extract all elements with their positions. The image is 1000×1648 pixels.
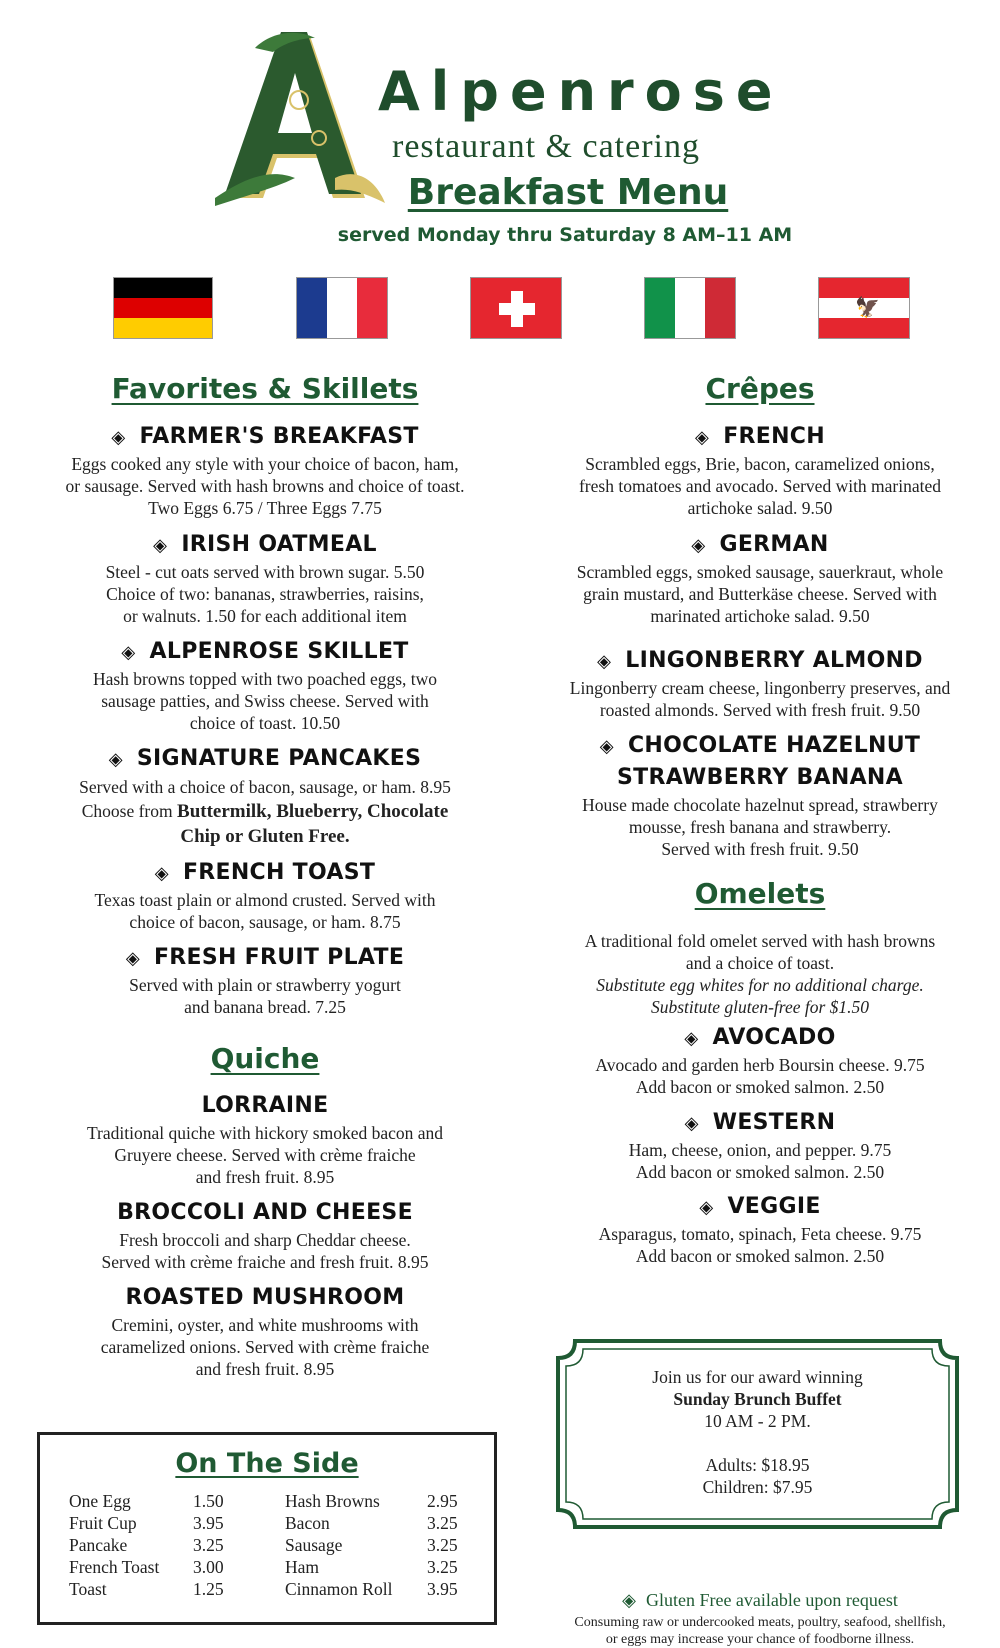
diamond-icon: ◈	[597, 651, 612, 672]
omelets-section-title: Omelets	[694, 877, 826, 910]
side-price: 1.50	[193, 1491, 224, 1511]
side-price: 3.00	[193, 1557, 224, 1577]
alpenrose-logo-icon	[215, 28, 385, 208]
brunch-info: Join us for our award winning Sunday Brunch Buffet 10 AM - 2 PM. Adults: $18.95 Children: $7.95	[652, 1367, 863, 1497]
side-price: 3.25	[427, 1535, 458, 1555]
diamond-icon: ◈	[125, 948, 140, 969]
switzerland-flag	[470, 277, 562, 339]
side-price: 3.25	[193, 1535, 224, 1555]
item-description: Hash browns topped with two poached eggs, two sausage patties, and Swiss cheese. Served with choice of toast. 10.50	[92, 669, 438, 733]
side-item: Bacon	[285, 1513, 330, 1533]
item-description: Scrambled eggs, Brie, bacon, caramelized onions, fresh tomatoes and avocado. Served with marinated artichoke salad. 9.50	[578, 454, 942, 518]
diamond-icon: ◈	[121, 642, 136, 663]
austria-flag	[818, 277, 910, 339]
item-description: Eggs cooked any style with your choice of bacon, ham, or sausage. Served with hash browns and choice of toast. Two Eggs 6.75 / Three Eggs 7.75	[65, 454, 465, 518]
side-item: Ham	[285, 1557, 320, 1577]
item-description: Avocado and garden herb Boursin cheese. 9.75 Add bacon or smoked salmon. 2.50	[595, 1055, 925, 1097]
diamond-icon: ◈	[599, 736, 614, 757]
side-item: Fruit Cup	[69, 1513, 137, 1533]
item-description: Asparagus, tomato, spinach, Feta cheese. 9.75 Add bacon or smoked salmon. 2.50	[598, 1224, 922, 1266]
eagle-emblem-icon: 🦅	[855, 297, 880, 319]
brand-name: Alpenrose	[378, 60, 784, 123]
side-price: 3.95	[193, 1513, 224, 1533]
side-item: Toast	[69, 1579, 107, 1599]
item-description: Steel - cut oats served with brown sugar. 5.50 Choice of two: bananas, strawberries, raisins, or walnuts. 1.50 for each additional item	[105, 562, 425, 626]
side-price: 3.25	[427, 1557, 458, 1577]
favorites-section-title: Favorites & Skillets	[111, 372, 419, 405]
diamond-icon: ◈	[154, 863, 169, 884]
side-item: Hash Browns	[285, 1491, 380, 1511]
side-price: 1.25	[193, 1579, 224, 1599]
omelets-intro: A traditional fold omelet served with hash browns and a choice of toast. Substitute egg whites for no additional charge. Substitute gluten-free for $1.50	[584, 931, 936, 1017]
france-flag	[296, 277, 388, 339]
side-price: 3.95	[427, 1579, 458, 1599]
item-lingonberry-almond: ◈ LINGONBERRY ALMOND	[597, 648, 923, 673]
side-item: French Toast	[69, 1557, 160, 1577]
item-crepe-french: ◈ FRENCH	[695, 424, 825, 449]
item-fresh-fruit-plate: ◈ FRESH FRUIT PLATE	[125, 945, 405, 970]
item-chocolate-hazelnut-line2: STRAWBERRY BANANA	[617, 765, 903, 790]
item-broccoli-and-cheese: BROCCOLI AND CHEESE	[117, 1200, 413, 1225]
item-alpenrose-skillet: ◈ ALPENROSE SKILLET	[121, 639, 409, 664]
item-omelet-veggie: ◈ VEGGIE	[699, 1194, 821, 1219]
item-description: Ham, cheese, onion, and pepper. 9.75 Add bacon or smoked salmon. 2.50	[628, 1140, 892, 1182]
item-description: Traditional quiche with hickory smoked bacon and Gruyere cheese. Served with crème fraiche and fresh fruit. 8.95	[86, 1123, 444, 1187]
item-omelet-avocado: ◈ AVOCADO	[684, 1025, 836, 1050]
diamond-icon: ◈	[684, 1028, 699, 1049]
item-description: Served with plain or strawberry yogurt and banana bread. 7.25	[129, 975, 401, 1017]
germany-flag	[113, 277, 213, 339]
side-price: 2.95	[427, 1491, 458, 1511]
item-french-toast: ◈ FRENCH TOAST	[154, 860, 376, 885]
item-chocolate-hazelnut: ◈ CHOCOLATE HAZELNUT	[599, 733, 921, 758]
item-crepe-german: ◈ GERMAN	[691, 532, 829, 557]
diamond-icon: ◈	[695, 427, 710, 448]
italy-flag	[644, 277, 736, 339]
item-description: Lingonberry cream cheese, lingonberry preserves, and roasted almonds. Served with fresh fruit. 9.50	[569, 678, 951, 720]
item-description: Scrambled eggs, smoked sausage, sauerkraut, whole grain mustard, and Butterkäse cheese. Served with marinated artichoke salad. 9.50	[576, 562, 944, 626]
side-price: 3.25	[427, 1513, 458, 1533]
item-description: Texas toast plain or almond crusted. Served with choice of bacon, sausage, or ham. 8.75	[94, 890, 436, 932]
side-item: Cinnamon Roll	[285, 1579, 393, 1599]
diamond-icon: ◈	[108, 749, 123, 770]
menu-title: Breakfast Menu	[407, 172, 729, 213]
diamond-icon: ◈	[111, 427, 126, 448]
foodborne-warning: Consuming raw or undercooked meats, poultry, seafood, shellfish, or eggs may increase your chance of foodborne illness.	[574, 1615, 946, 1647]
item-irish-oatmeal: ◈ IRISH OATMEAL	[153, 532, 377, 557]
diamond-icon: ◈	[684, 1113, 699, 1134]
item-omelet-western: ◈ WESTERN	[684, 1110, 836, 1135]
served-hours: served Monday thru Saturday 8 AM–11 AM	[337, 224, 793, 246]
item-description: House made chocolate hazelnut spread, strawberry mousse, fresh banana and strawberry. Served with fresh fruit. 9.50	[582, 795, 938, 859]
item-roasted-mushroom: ROASTED MUSHROOM	[125, 1285, 405, 1310]
side-item: Pancake	[69, 1535, 128, 1555]
diamond-icon: ◈	[153, 535, 168, 556]
item-description: Fresh broccoli and sharp Cheddar cheese. Served with crème fraiche and fresh fruit. 8.95	[101, 1230, 429, 1272]
item-description: Served with a choice of bacon, sausage, or ham. 8.95 Choose from Buttermilk, Blueberry, Chocolate Chip or Gluten Free.	[79, 777, 451, 847]
gluten-free-note: ◈ Gluten Free available upon request	[622, 1590, 898, 1610]
item-signature-pancakes: ◈ SIGNATURE PANCAKES	[108, 746, 422, 771]
quiche-section-title: Quiche	[210, 1042, 320, 1075]
item-description: Cremini, oyster, and white mushrooms with caramelized onions. Served with crème fraiche and fresh fruit. 8.95	[100, 1315, 430, 1379]
on-the-side-title: On The Side	[175, 1448, 359, 1479]
item-lorraine: LORRAINE	[201, 1093, 329, 1118]
diamond-icon: ◈	[622, 1590, 636, 1610]
item-farmers-breakfast: ◈ FARMER'S BREAKFAST	[111, 424, 419, 449]
brand-subtitle: restaurant & catering	[392, 128, 700, 165]
side-item: Sausage	[285, 1535, 343, 1555]
diamond-icon: ◈	[699, 1197, 714, 1218]
diamond-icon: ◈	[691, 535, 706, 556]
side-item: One Egg	[69, 1491, 131, 1511]
crepes-section-title: Crêpes	[705, 372, 815, 405]
